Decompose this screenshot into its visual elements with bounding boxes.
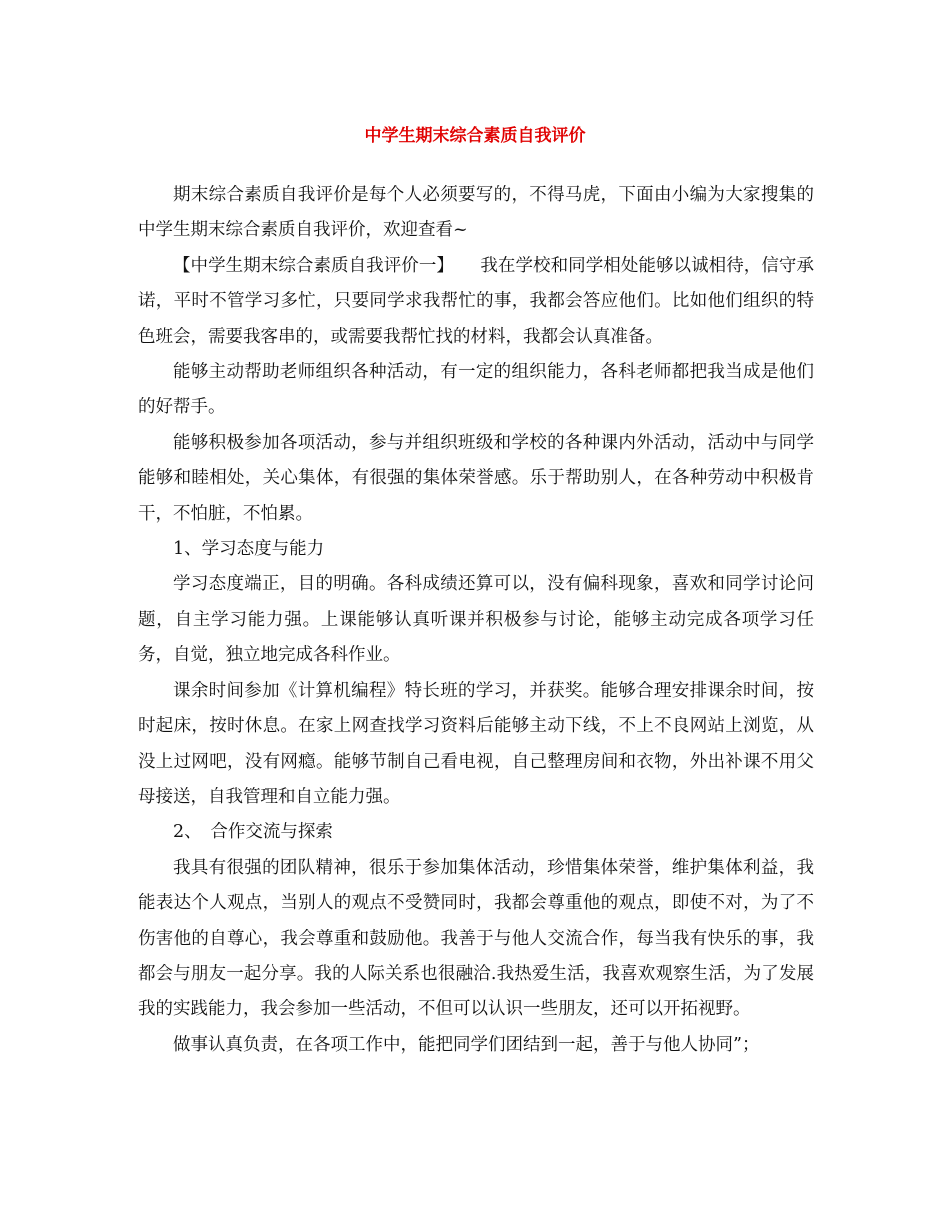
paragraph-helper: 能够主动帮助老师组织各种活动，有一定的组织能力，各科老师都把我当成是他们的好帮手。	[138, 362, 814, 418]
paragraph-responsibility: 做事认真负责，在各项工作中，能把同学们团结到一起，善于与他人协同”；	[173, 1034, 760, 1055]
document-title: 中学生期末综合素质自我评价	[364, 126, 586, 146]
document-body	[138, 178, 814, 1063]
paragraph-learning-attitude: 学习态度端正，目的明确。各科成绩还算可以，没有偏科现象，喜欢和同学讨论问题，自主学习能力强。上课能够认真听课并积极参与讨论，能够主动完成各项学习任务，自觉，独立地完成各科作业。	[138, 574, 814, 666]
section-heading-cooperation: 2、 合作交流与探索	[173, 822, 333, 843]
paragraph-spare-time: 课余时间参加《计算机编程》特长班的学习，并获奖。能够合理安排课余时间，按时起床，按时休息。在家上网查找学习资料后能够主动下线，不上不良网站上浏览，从没上过网吧，没有网瘾。能够节制自己看电视，自己整理房间和衣物，外出补课不用父母接送，自我管理和自立能力强。	[138, 680, 814, 807]
paragraph-intro: 期末综合素质自我评价是每个人必须要写的，不得马虎，下面由小编为大家搜集的中学生期末综合素质自我评价，欢迎查看~	[138, 185, 814, 241]
paragraph-activities: 能够积极参加各项活动，参与并组织班级和学校的各种课内外活动，活动中与同学能够和睦相处，关心集体，有很强的集体荣誉感。乐于帮助别人，在各种劳动中积极肯干，不怕脏，不怕累。	[138, 432, 814, 524]
paragraph-evaluation-one: 【中学生期末综合素质自我评价一】 我在学校和同学相处能够以诚相待，信守承诺，平时不管学习多忙，只要同学求我帮忙的事，我都会答应他们。比如他们组织的特色班会，需要我客串的，或需要我帮忙找的材料，我都会认真准备。	[138, 255, 814, 347]
section-heading-learning: 1、学习态度与能力	[173, 539, 325, 560]
paragraph-team-spirit: 我具有很强的团队精神，很乐于参加集体活动，珍惜集体荣誉，维护集体利益，我能表达个人观点，当别人的观点不受赞同时，我都会尊重他的观点，即使不对，为了不伤害他的自尊心，我会尊重和鼓励他。我善于与他人交流合作，每当我有快乐的事，我都会与朋友一起分享。我的人际关系也很融洽.我热爱生活，我喜欢观察生活，为了发展我的实践能力，我会参加一些活动，不但可以认识一些朋友，还可以开拓视野。	[138, 857, 814, 1020]
